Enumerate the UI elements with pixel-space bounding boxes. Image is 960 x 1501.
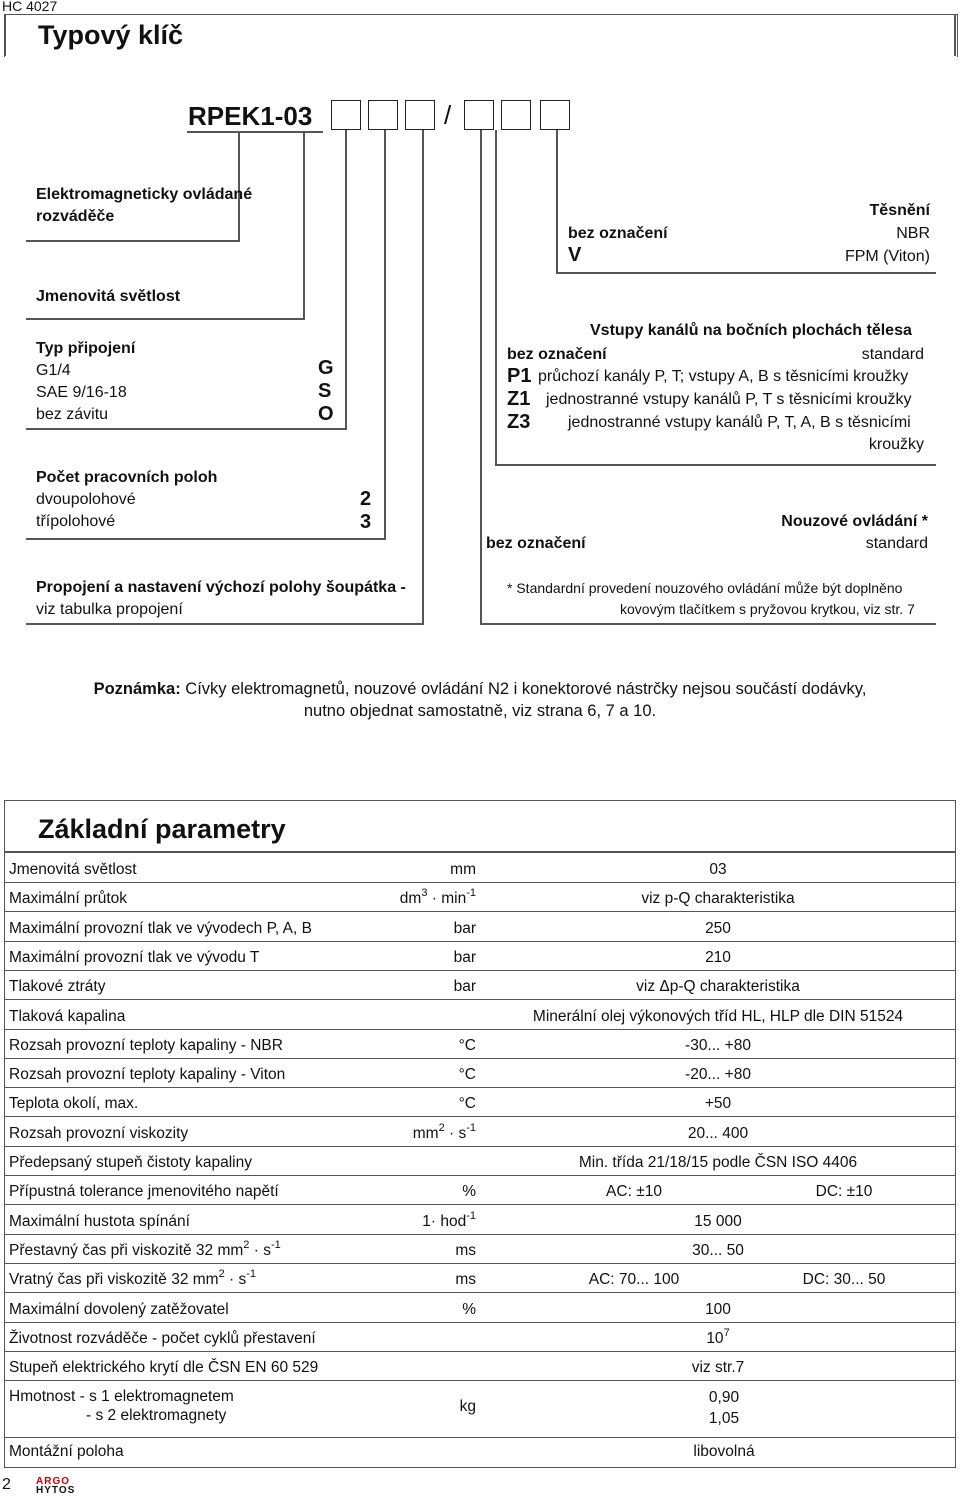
ports-code: Z1 [507, 388, 531, 410]
ordering-code-title: Typový klíč [38, 20, 184, 50]
param-row [4, 970, 956, 1000]
code-separator: / [444, 100, 452, 130]
positions-item-code: 3 [360, 511, 372, 533]
ports-label: jednostranné vstupy kanálů P, T, A, B s těsnicími [568, 414, 911, 431]
param-unit: % [462, 1183, 476, 1201]
seal-code: bez označení [568, 225, 668, 242]
param-name: Přípustná tolerance jmenovitého napětí [9, 1183, 279, 1201]
param-name: Přestavný čas při viskozitě 32 $mm^2 \cdot s^{-1}$ [9, 1238, 281, 1259]
params-title: Základní parametry [38, 814, 286, 844]
param-unit: °C [458, 1036, 476, 1054]
param-value: viz str.7 [691, 1359, 745, 1377]
param-unit: $mm^2 \cdot s^{-1}$ [412, 1121, 476, 1142]
positions-title: Počet pracovních poloh [36, 469, 218, 486]
param-value: -30... +80 [685, 1036, 751, 1054]
connection-item-code: S [318, 380, 332, 402]
seal-code: V [568, 244, 582, 266]
param-unit: °C [458, 1095, 476, 1113]
param-row [4, 912, 956, 942]
param-name: Stupeň elektrického krytí dle ČSN EN 60 529 [9, 1359, 319, 1377]
document-code: HC 4027 [2, 0, 58, 14]
param-name: Maximální dovolený zatěžovatel [9, 1300, 229, 1318]
logo-top: ARGO [36, 1476, 70, 1487]
nominal-size-label: Jmenovitá světlost [36, 288, 181, 305]
param-value-ac: AC: 70... 100 [588, 1271, 680, 1289]
seal-label: NBR [896, 225, 930, 242]
ports-label: průchozí kanály P, T; vstupy A, B s těsnicími kroužky [538, 368, 909, 385]
param-value: $10^7$ [706, 1326, 730, 1347]
ports-label-wrap: kroužky [868, 436, 924, 453]
param-name: Maximální provozní tlak ve vývodu T [9, 948, 260, 966]
connection-item-label: bez závitu [36, 406, 109, 423]
code-box-2 [368, 100, 398, 130]
param-name: Teplota okolí, max. [9, 1095, 139, 1113]
param-name: Maximální hustota spínání [9, 1212, 190, 1230]
positions-item-label: třípolohové [36, 513, 116, 530]
param-unit: ms [455, 1271, 476, 1289]
interconnection-label-2: viz tabulka propojení [36, 601, 183, 618]
param-row [4, 882, 956, 912]
emergency-code: bez označení [486, 535, 586, 552]
param-value: 100 [705, 1300, 731, 1318]
seal-title: Těsnění [869, 202, 930, 219]
footnote: * Standardní provedení nouzového ovládání může být doplněno [507, 580, 903, 596]
model-code: RPEK1-03 [188, 101, 313, 131]
note-text: Cívky elektromagnetů, nouzové ovládání N2 i konektorové nástrčky nejsou součástí dodávky, [185, 680, 867, 698]
page-number: 2 [2, 1476, 11, 1493]
mount-value: libovolná [693, 1443, 755, 1460]
param-name: Tlaková kapalina [9, 1007, 126, 1025]
ports-title: Vstupy kanálů na bočních plochách tělesa [590, 322, 912, 339]
note-label: Poznámka: [93, 680, 181, 698]
weight-label: Hmotnost - s 1 elektromagnetem [9, 1388, 234, 1405]
weight-value: 0,90 [708, 1389, 740, 1406]
param-value: Minerální olej výkonových tříd HL, HLP dle DIN 51524 [532, 1007, 904, 1025]
param-row [4, 1146, 956, 1176]
param-row [4, 1000, 956, 1030]
weight-row [4, 1380, 956, 1438]
param-value-ac: AC: ±10 [606, 1183, 662, 1201]
param-value: 30... 50 [692, 1241, 744, 1259]
emergency-label: standard [865, 535, 928, 552]
param-row [4, 1087, 956, 1117]
positions-item-label: dvoupolohové [36, 491, 136, 508]
connection-item-label: G1/4 [36, 362, 71, 379]
note-text-2: nutno objednat samostatně, viz strana 6, 7 a 10. [303, 702, 657, 720]
param-unit: $dm^3 \cdot \min^{-1}$ [399, 887, 476, 908]
param-name: Předepsaný stupeň čistoty kapaliny [9, 1154, 252, 1171]
param-value: 20... 400 [687, 1124, 749, 1142]
param-value: 210 [705, 948, 731, 966]
param-value: viz Δp-Q charakteristika [636, 978, 800, 996]
param-name: Maximální provozní tlak ve vývodech P, A, B [9, 919, 312, 937]
code-box-6 [540, 100, 570, 130]
param-unit: mm [450, 861, 476, 878]
seal-label: FPM (Viton) [844, 248, 930, 265]
param-row [4, 853, 956, 883]
ports-label: jednostranné vstupy kanálů P, T s těsnicími kroužky [546, 391, 912, 408]
mount-label: Montážní poloha [9, 1443, 124, 1460]
emergency-title: Nouzové ovládání * [781, 513, 928, 530]
company-logo [36, 1476, 88, 1496]
param-name: Rozsah provozní viskozity [9, 1124, 189, 1142]
positions-item-code: 2 [360, 488, 372, 510]
param-row [4, 1351, 956, 1381]
param-name: Jmenovitá světlost [9, 861, 137, 878]
weight-label-2: - s 2 elektromagnety [86, 1407, 227, 1424]
param-unit: bar [453, 948, 476, 966]
ports-code: P1 [507, 365, 532, 387]
weight-unit: kg [459, 1398, 476, 1415]
param-unit: bar [453, 919, 476, 937]
param-unit: % [462, 1300, 476, 1318]
ports-default-code: bez označení [507, 346, 607, 363]
connection-item-code: O [318, 403, 334, 425]
logo-bottom: HYTOS [36, 1485, 76, 1496]
param-value: 15 000 [694, 1212, 742, 1230]
param-name: Vratný čas při viskozitě 32 $mm^2 \cdot s^{-1}$ [9, 1268, 257, 1289]
param-unit: °C [458, 1066, 476, 1084]
param-row [4, 1293, 956, 1323]
product-type-label-2: rozváděče [36, 208, 115, 225]
param-row [4, 1322, 956, 1352]
param-name: Maximální průtok [9, 890, 128, 908]
weight-value-2: 1,05 [708, 1410, 740, 1427]
param-row [4, 1029, 956, 1059]
code-box-3 [405, 100, 435, 130]
note [0, 680, 960, 699]
param-row [4, 941, 956, 971]
connection-item-label: SAE 9/16-18 [36, 384, 127, 401]
param-value: -20... +80 [685, 1066, 751, 1084]
param-value-dc: DC: 30... 50 [802, 1271, 886, 1289]
param-row [4, 1117, 956, 1147]
connection-type-title: Typ připojení [36, 340, 136, 357]
footnote-2: kovovým tlačítkem s pryžovou krytkou, viz str. 7 [620, 601, 915, 617]
param-name: Rozsah provozní teploty kapaliny - NBR [9, 1036, 283, 1054]
param-unit: bar [453, 978, 476, 996]
param-name: Tlakové ztráty [9, 978, 106, 996]
param-row [4, 1175, 956, 1205]
param-row [4, 1234, 956, 1264]
connection-item-code: G [318, 357, 334, 379]
interconnection-label: Propojení a nastavení výchozí polohy šoupátka - [36, 579, 406, 596]
param-unit: 1· hod$^{-1}$ [422, 1209, 476, 1230]
param-value-dc: DC: ±10 [815, 1183, 873, 1201]
param-row [4, 1263, 956, 1293]
param-unit: ms [455, 1241, 476, 1259]
ports-code: Z3 [507, 411, 531, 433]
param-row [4, 1205, 956, 1235]
param-value: +50 [704, 1095, 732, 1113]
param-row [4, 1058, 956, 1088]
product-type-label: Elektromagneticky ovládané [36, 186, 253, 203]
code-box-5 [501, 100, 531, 130]
param-name: Životnost rozváděče - počet cyklů přestavení [9, 1329, 316, 1347]
param-value: 250 [705, 919, 731, 937]
code-box-1 [331, 100, 361, 130]
param-value: 03 [709, 861, 727, 878]
param-name: Rozsah provozní teploty kapaliny - Viton [9, 1066, 286, 1084]
ports-default-label: standard [861, 346, 924, 363]
param-value: viz p-Q charakteristika [641, 890, 795, 908]
param-value: Min. třída 21/18/15 podle ČSN ISO 4406 [578, 1154, 858, 1171]
code-box-4 [464, 100, 494, 130]
